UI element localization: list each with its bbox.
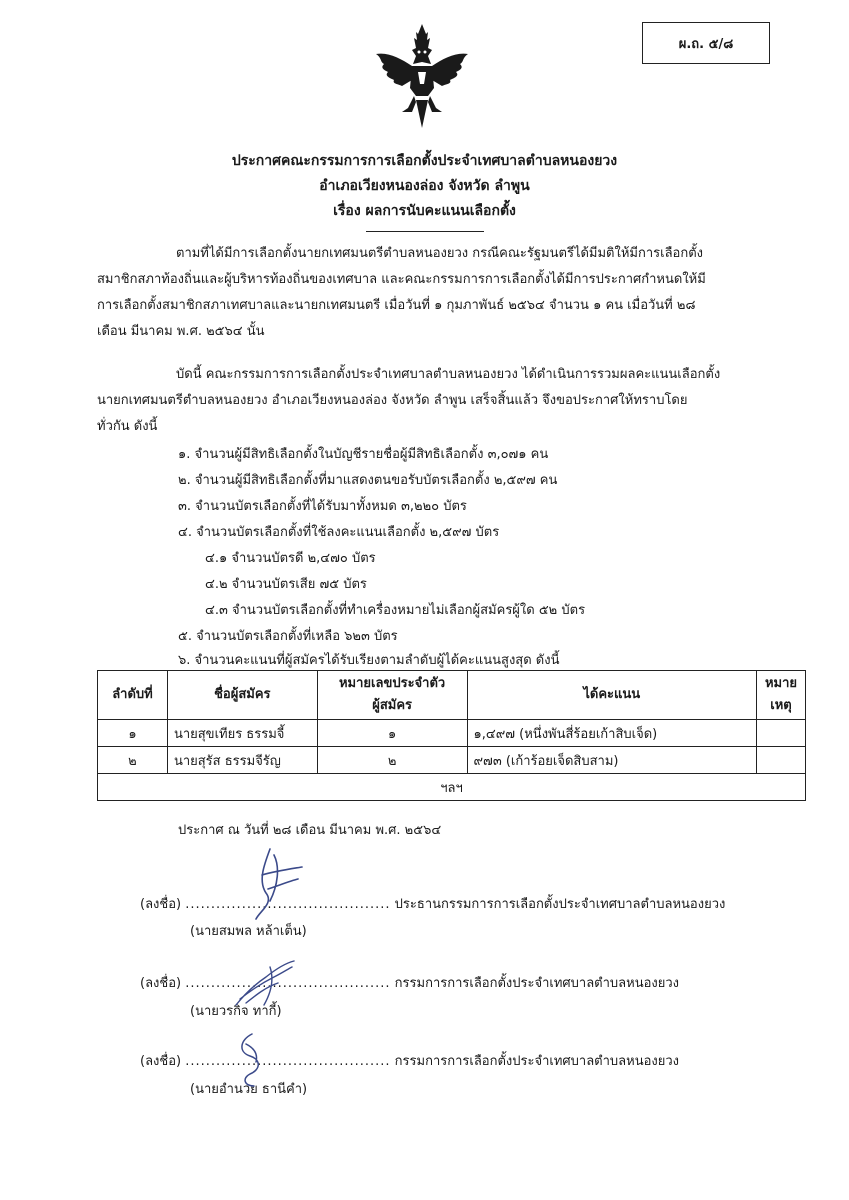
row-note (756, 747, 805, 774)
handwritten-signature-2-icon (230, 955, 300, 1015)
item-6: ๖. จำนวนคะแนนที่ผู้สมัครได้รับเรียงตามลำดับผู้ได้คะแนนสูงสุด ดังนี้ (178, 653, 560, 668)
table-header-row (98, 671, 806, 720)
signature-label: (ลงชื่อ) (140, 1054, 182, 1069)
header-number (317, 671, 467, 720)
header-note-line-1: หมาย (764, 676, 798, 691)
header-note-line-2: เหตุ (770, 698, 792, 713)
signature-row-1 (140, 893, 725, 914)
para1-line-1: ตามที่ได้มีการเลือกตั้งนายกเทศมนตรีตำบลหนองยวง กรณีคณะรัฐมนตรีได้มีมติให้มีการเลือกตั้ง (176, 246, 704, 261)
item-5: ๕. จำนวนบัตรเลือกตั้งที่เหลือ ๖๒๓ บัตร (178, 629, 398, 644)
signature-role: กรรมการการเลือกตั้งประจำเทศบาลตำบลหนองยวง (394, 1054, 680, 1069)
signature-dots: ........................................ (185, 976, 391, 991)
handwritten-signature-1-icon (240, 845, 310, 925)
announce-date: ประกาศ ณ วันที่ ๒๘ เดือน มีนาคม พ.ศ. ๒๕๖๔ (178, 823, 442, 838)
signatory-name-3: (นายอำนวย ธานีคำ) (190, 1082, 308, 1097)
table-row (98, 747, 806, 774)
table-footer-etc: ฯลฯ (98, 774, 806, 801)
signature-dots: ........................................ (185, 1054, 391, 1069)
row-name: นายสุรัส ธรรมจีรัญ (167, 747, 317, 774)
row-number: ๑ (317, 720, 467, 747)
heading-line-2: อำเภอเวียงหนองล่อง จังหวัด ลำพูน (319, 178, 530, 194)
form-code: ผ.ถ. ๕/๘ (678, 36, 734, 52)
signatory-name-2: (นายวรกิจ ทากี้) (190, 1004, 282, 1019)
header-number-line-1: หมายเลขประจำตัว (338, 676, 446, 691)
signature-row-3 (140, 1050, 679, 1071)
item-4-1: ๔.๑ จำนวนบัตรดี ๒,๔๗๐ บัตร (205, 551, 376, 566)
para2-line-1: บัดนี้ คณะกรรมการการเลือกตั้งประจำเทศบาลตำบลหนองยวง ได้ดำเนินการรวมผลคะแนนเลือกตั้ง (176, 367, 721, 382)
heading-divider (366, 231, 484, 232)
header-number-line-2: ผู้สมัคร (372, 698, 413, 713)
para1-line-3: การเลือกตั้งสมาชิกสภาเทศบาลและนายกเทศมนตรี เมื่อวันที่ ๑ กุมภาพันธ์ ๒๕๖๔ จำนวน ๑ คน เมื่อวันที่ ๒๘ (97, 298, 696, 313)
heading-subject: เรื่อง ผลการนับคะแนนเลือกตั้ง (333, 203, 516, 219)
heading-line-1: ประกาศคณะกรรมการการเลือกตั้งประจำเทศบาลตำบลหนองยวง (231, 153, 618, 169)
header-rank: ลำดับที่ (98, 671, 168, 720)
item-4-3: ๔.๓ จำนวนบัตรเลือกตั้งที่ทำเครื่องหมายไม่เลือกผู้สมัครผู้ใด ๕๒ บัตร (205, 603, 586, 618)
para1-line-2: สมาชิกสภาท้องถิ่นและผู้บริหารท้องถิ่นของเทศบาล และคณะกรรมการการเลือกตั้งได้มีการประกาศกำหนดให้มี (97, 272, 706, 287)
row-rank: ๒ (98, 747, 168, 774)
header-votes: ได้คะแนน (467, 671, 756, 720)
para2-line-2: นายกเทศมนตรีตำบลหนองยวง อำเภอเวียงหนองล่อง จังหวัด ลำพูน เสร็จสิ้นแล้ว จึงขอประกาศให้ทราบโดย (97, 393, 688, 408)
signature-dots: ........................................ (185, 897, 391, 912)
signature-label: (ลงชื่อ) (140, 897, 182, 912)
results-table (97, 670, 806, 801)
signature-role: ประธานกรรมการการเลือกตั้งประจำเทศบาลตำบลหนองยวง (394, 897, 726, 912)
signature-row-2 (140, 972, 679, 993)
garuda-emblem-icon (372, 22, 472, 130)
row-votes: ๙๗๓ (เก้าร้อยเจ็ดสิบสาม) (467, 747, 756, 774)
row-rank: ๑ (98, 720, 168, 747)
para2-line-3: ทั่วกัน ดังนี้ (97, 419, 158, 434)
form-code-box (642, 22, 770, 64)
header-name: ชื่อผู้สมัคร (167, 671, 317, 720)
table-row (98, 720, 806, 747)
item-4-2: ๔.๒ จำนวนบัตรเสีย ๗๕ บัตร (205, 577, 367, 592)
item-3: ๓. จำนวนบัตรเลือกตั้งที่ได้รับมาทั้งหมด ๓,๒๒๐ บัตร (178, 499, 467, 514)
signature-role: กรรมการการเลือกตั้งประจำเทศบาลตำบลหนองยวง (394, 976, 680, 991)
row-name: นายสุขเทียร ธรรมจี้ (167, 720, 317, 747)
item-4: ๔. จำนวนบัตรเลือกตั้งที่ใช้ลงคะแนนเลือกตั้ง ๒,๕๙๗ บัตร (178, 525, 500, 540)
header-note (756, 671, 805, 720)
row-votes: ๑,๔๙๗ (หนึ่งพันสี่ร้อยเก้าสิบเจ็ด) (467, 720, 756, 747)
para1-line-4: เดือน มีนาคม พ.ศ. ๒๕๖๔ นั้น (97, 324, 265, 339)
row-note (756, 720, 805, 747)
row-number: ๒ (317, 747, 467, 774)
table-footer-row (98, 774, 806, 801)
item-1: ๑. จำนวนผู้มีสิทธิเลือกตั้งในบัญชีรายชื่อผู้มีสิทธิเลือกตั้ง ๓,๐๗๑ คน (178, 447, 549, 462)
handwritten-signature-3-icon (232, 1030, 272, 1090)
item-2: ๒. จำนวนผู้มีสิทธิเลือกตั้งที่มาแสดงตนขอรับบัตรเลือกตั้ง ๒,๕๙๗ คน (178, 473, 558, 488)
signatory-name-1: (นายสมพล หล้าเต็น) (190, 924, 307, 939)
signature-label: (ลงชื่อ) (140, 976, 182, 991)
